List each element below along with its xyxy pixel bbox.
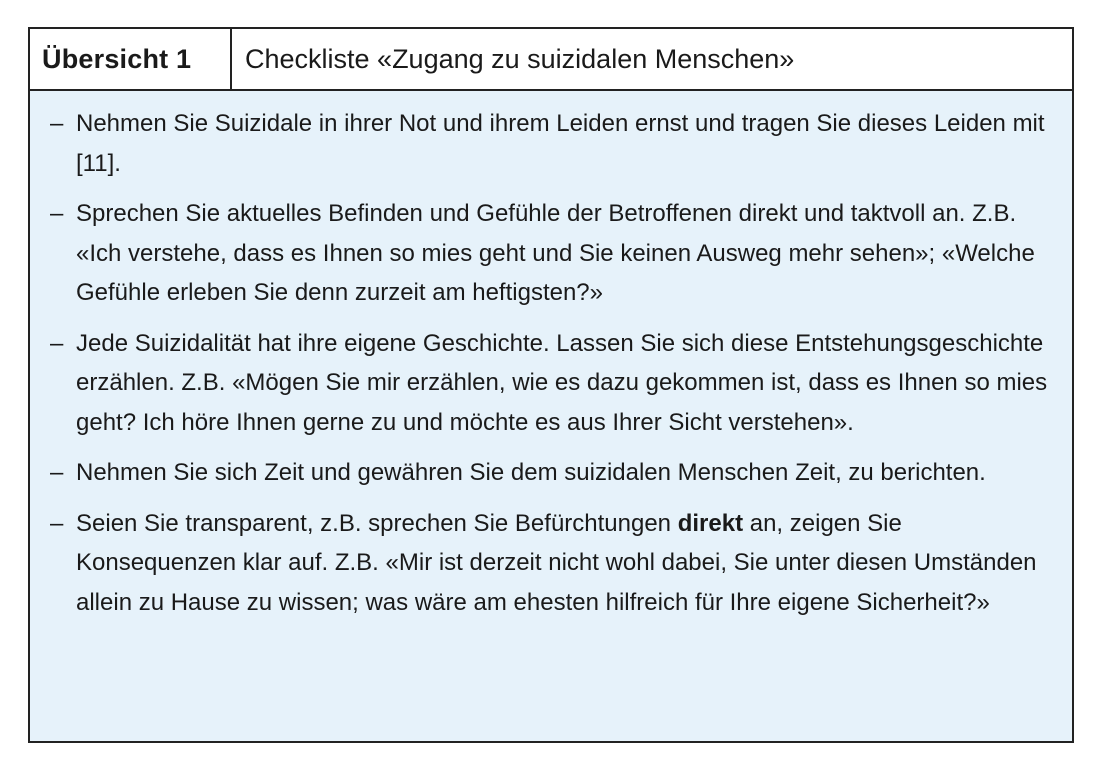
- dash-bullet: –: [50, 509, 64, 537]
- checklist-items: [30, 91, 1072, 622]
- checklist-title: Checkliste «Zugang zu suizidalen Menschen»: [245, 43, 795, 74]
- checklist-header: [30, 29, 1072, 91]
- list-item: [50, 104, 1056, 183]
- list-item: [50, 324, 1056, 443]
- dash-bullet: –: [50, 459, 64, 486]
- list-item-text: Nehmen Sie sich Zeit und gewähren Sie dem suizidalen Menschen Zeit, zu berichten.: [76, 459, 986, 486]
- dash-bullet: –: [50, 200, 64, 227]
- list-item: [50, 504, 1056, 623]
- list-item-text: Jede Suizidalität hat ihre eigene Geschichte. Lassen Sie sich diese Entstehungsgeschichte erzählen. Z.B. «Mögen Sie mir erzählen, wie es dazu gekommen ist, dass es Ihnen so mies geht? Ich höre Ihnen gerne zu und möchte es aus Ihrer Sicht verstehen».: [76, 329, 1048, 436]
- checklist-box: [28, 27, 1074, 743]
- list-item-text: Nehmen Sie Suizidale in ihrer Not und ihrem Leiden ernst und tragen Sie dieses Leiden mit [11].: [76, 110, 1045, 177]
- dash-bullet: –: [50, 329, 64, 357]
- overview-label: Übersicht 1: [30, 29, 232, 89]
- text-before-emphasis: Seien Sie transparent, z.B. sprechen Sie Befürchtungen: [76, 509, 678, 537]
- list-item: [50, 453, 1056, 493]
- dash-bullet: –: [50, 110, 64, 137]
- list-item-text: Sprechen Sie aktuelles Befinden und Gefühle der Betroffenen direkt und taktvoll an. Z.B. «Ich verstehe, dass es Ihnen so mies geht und Sie keinen Ausweg mehr sehen»; «Welche Gefühle erleben Sie denn zurzeit am heftigsten?»: [76, 200, 1035, 306]
- text-after-emphasis: an, zeigen Sie Konsequenzen klar auf. Z.B. «Mir ist derzeit nicht wohl dabei, Sie unter diesen Umständen allein zu Hause zu wissen; was wäre am ehesten hilfreich für Ihre eigene Sicherheit?»: [76, 509, 1037, 616]
- emphasis-direkt: direkt: [677, 509, 744, 537]
- list-item-text: [76, 504, 1056, 623]
- list-item: [50, 194, 1056, 313]
